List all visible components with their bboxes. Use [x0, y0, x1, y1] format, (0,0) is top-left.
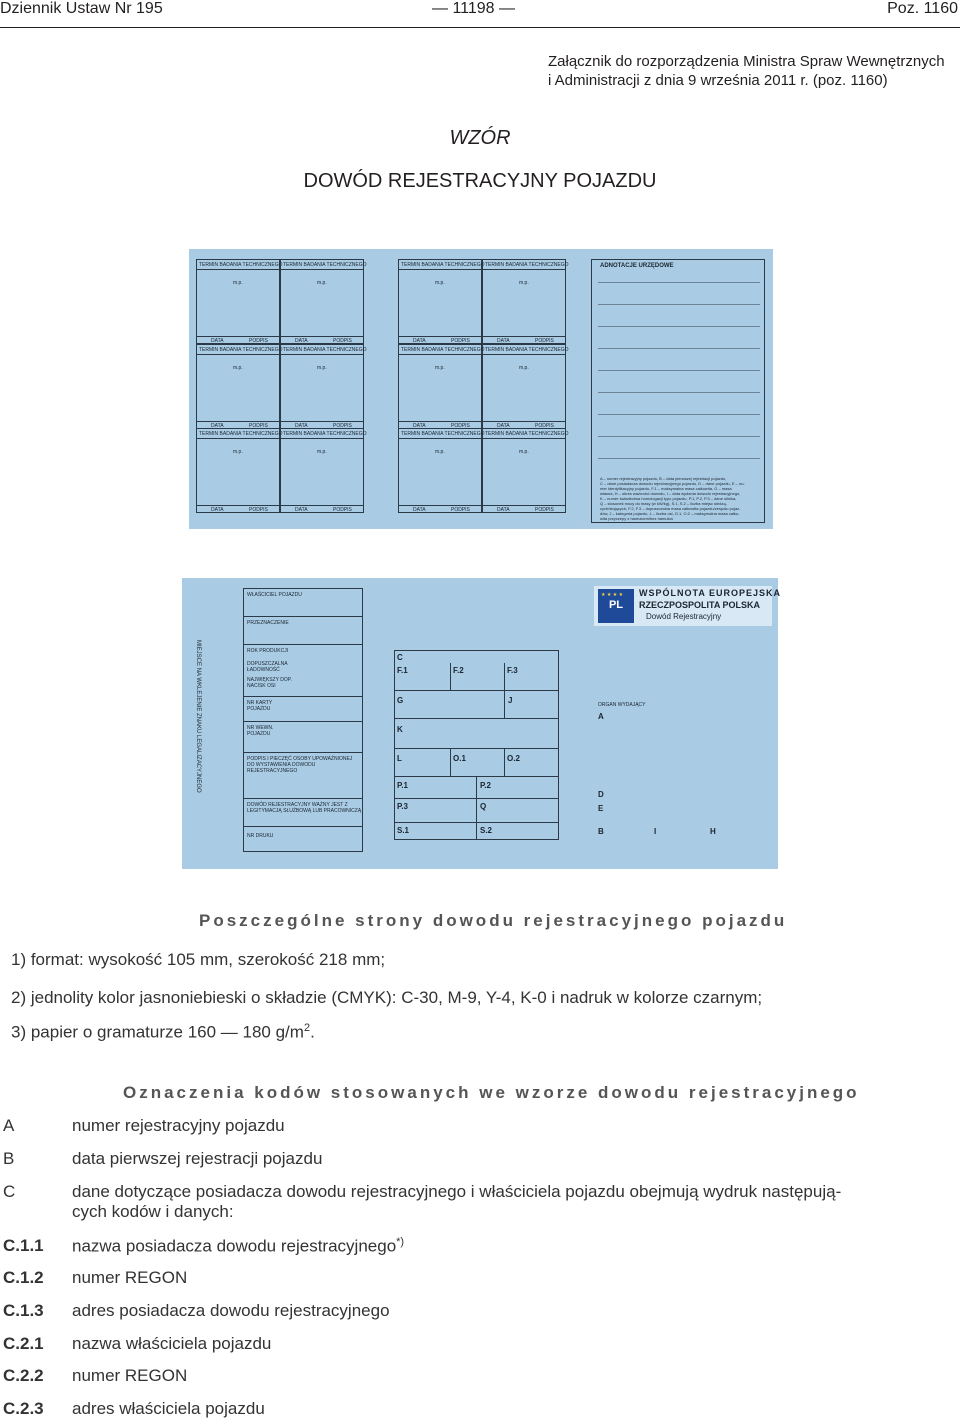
inspection-term-label: TERMIN BADANIA TECHNICZNEGO: [401, 431, 485, 437]
validity-field: [243, 798, 363, 827]
code-i: I: [654, 827, 657, 836]
grid-line: [504, 748, 505, 776]
cell-divider: [197, 269, 279, 270]
grid-line: [450, 748, 451, 776]
template-label: WZÓR: [449, 127, 511, 149]
annotation-line: [598, 370, 760, 371]
annotation-line: [598, 414, 760, 415]
cell-divider: [197, 421, 279, 422]
legend-line: wita przyczepy z hamulcem/bez hamulca: [600, 516, 673, 521]
issuer-label: ORGAN WYDAJĄCY: [598, 702, 646, 708]
code-description-text: nazwa posiadacza dowodu rejestracyjnego: [72, 1236, 397, 1256]
date-label: DATA: [413, 507, 426, 513]
signature-label: PODPIS: [249, 338, 268, 344]
cell-divider: [281, 421, 363, 422]
code-description-text: numer REGON: [72, 1268, 188, 1287]
stamp-label: m.p.: [233, 365, 243, 371]
date-label: DATA: [497, 338, 510, 344]
eu-flag-icon: [598, 589, 634, 623]
eu-header: [594, 586, 782, 626]
spec-paper-text: 3) papier o gramaturze 160 — 180 g/m: [11, 1022, 304, 1042]
inspection-term-label: TERMIN BADANIA TECHNICZNEGO: [199, 262, 283, 268]
stamp-label: m.p.: [435, 449, 445, 455]
date-label: DATA: [295, 507, 308, 513]
spec-paper-end: .: [310, 1022, 315, 1042]
legend-line: A – numer rejestracyjny pojazdu, B – data pierwszej rejestracji pojazdu,: [600, 476, 727, 481]
code-description-text: dane dotyczące posiadacza dowodu rejestracyjnego i właściciela pojazdu obejmują wydruk następują-: [72, 1182, 842, 1201]
eu-community-text: WSPÓLNOTA EUROPEJSKA: [639, 588, 782, 598]
stamp-label: m.p.: [233, 280, 243, 286]
cell-divider: [281, 438, 363, 439]
annotation-line: [598, 282, 760, 283]
code-description: [72, 1366, 187, 1386]
cell-divider: [483, 421, 565, 422]
code-row: [0, 1268, 960, 1288]
code-description-text: data pierwszej rejestracji pojazdu: [72, 1149, 323, 1168]
signature-label: PODPIS: [451, 507, 470, 513]
cell-divider: [483, 336, 565, 337]
annotation-line: [598, 304, 760, 305]
spec-paper: [11, 1022, 315, 1043]
inspection-cell: [280, 259, 367, 344]
print-number-label: NR DRUKU: [247, 833, 274, 839]
stamp-label: m.p.: [435, 280, 445, 286]
date-label: DATA: [413, 423, 426, 429]
date-label: DATA: [413, 338, 426, 344]
date-label: DATA: [497, 507, 510, 513]
vehicle-card-label: NR KARTY POJAZDU: [247, 700, 273, 712]
code-l: L: [397, 754, 402, 763]
legend-line: mer identyfikacyjny pojazdu, F.1 – maksymalna masa całkowita, G – masa: [600, 486, 732, 491]
code-description: [72, 1116, 285, 1136]
code-description-text: nazwa właściciela pojazdu: [72, 1334, 272, 1353]
code-f3: F.3: [507, 666, 518, 675]
payload-label: DOPUSZCZALNA ŁADOWNOŚĆ: [247, 661, 288, 673]
code-key: C: [3, 1182, 16, 1201]
owner-label: WŁAŚCICIEL POJAZDU: [247, 592, 302, 598]
annotations-title: ADNOTACJE URZĘDOWE: [600, 263, 674, 269]
inspection-term-label: TERMIN BADANIA TECHNICZNEGO: [485, 262, 569, 268]
header-rule: [0, 27, 960, 28]
cell-divider: [399, 505, 481, 506]
signature-label: PODPIS: [333, 423, 352, 429]
legend-line: Q – stosunek mocy do masy (w kW/kg), S.1, S.2 – liczba miejsc siedzą-: [600, 501, 727, 506]
axle-load-label: NAJWIĘKSZY DOP. NACISK OSI: [247, 677, 292, 689]
annex-line-2: i Administracji z dnia 9 września 2011 r. (poz. 1160): [548, 72, 888, 89]
page-number: — 11198 —: [432, 0, 516, 17]
inspection-term-label: TERMIN BADANIA TECHNICZNEGO: [283, 431, 367, 437]
code-k: K: [397, 725, 403, 734]
codes-heading: Oznaczenia kodów stosowanych we wzorze dowodu rejestracyjnego: [123, 1083, 860, 1102]
signature-label: PODPIS: [535, 423, 554, 429]
inspection-cell: [280, 344, 367, 429]
spec-format: 1) format: wysokość 105 mm, szerokość 218 mm;: [11, 950, 386, 969]
code-description: [72, 1182, 841, 1222]
cell-divider: [197, 505, 279, 506]
cell-divider: [197, 438, 279, 439]
purpose-field: [243, 616, 363, 645]
signature-label: PODPIS: [249, 423, 268, 429]
code-key: A: [3, 1116, 15, 1135]
cell-divider: [281, 505, 363, 506]
cell-divider: [399, 354, 481, 355]
code-description: [72, 1334, 271, 1354]
cell-divider: [281, 336, 363, 337]
document-name-text: Dowód Rejestracyjny: [646, 612, 722, 621]
document-title: DOWÓD REJESTRACYJNY POJAZDU: [303, 170, 657, 192]
code-p3: P.3: [397, 802, 408, 811]
annotation-line: [598, 348, 760, 349]
cell-divider: [399, 269, 481, 270]
inspection-term-label: TERMIN BADANIA TECHNICZNEGO: [283, 347, 367, 353]
code-description: [72, 1268, 187, 1288]
cell-divider: [281, 269, 363, 270]
code-q: Q: [480, 802, 487, 811]
purpose-label: PRZEZNACZENIE: [247, 620, 289, 626]
code-key: C.1.1: [3, 1236, 44, 1255]
date-label: DATA: [211, 338, 224, 344]
date-label: DATA: [497, 423, 510, 429]
registration-card-back: [182, 578, 782, 869]
inspection-term-label: TERMIN BADANIA TECHNICZNEGO: [401, 347, 485, 353]
code-key: C.1.2: [3, 1268, 44, 1287]
spec-color: 2) jednolity kolor jasnoniebieski o składzie (CMYK): C-30, M-9, Y-4, K-0 i nadruk w kolorze czarnym;: [11, 988, 763, 1007]
inspection-term-label: TERMIN BADANIA TECHNICZNEGO: [199, 347, 283, 353]
grid-line: [504, 690, 505, 718]
vehicle-card-field: [243, 696, 363, 722]
cell-divider: [197, 336, 279, 337]
code-row: [0, 1182, 960, 1221]
code-c: C: [397, 653, 403, 662]
code-description-text: adres posiadacza dowodu rejestracyjnego: [72, 1301, 390, 1320]
annotation-line: [598, 458, 760, 459]
specs-heading: Poszczególne strony dowodu rejestracyjnego pojazdu: [199, 911, 788, 930]
code-key: C.2.3: [3, 1399, 44, 1418]
inspection-cell: [482, 344, 569, 429]
annotation-line: [598, 326, 760, 327]
code-d: D: [598, 790, 604, 799]
stamp-label: m.p.: [519, 280, 529, 286]
official-annotations-box: [591, 259, 765, 523]
inspection-term-label: TERMIN BADANIA TECHNICZNEGO: [283, 262, 367, 268]
inspection-cell: [398, 344, 485, 429]
code-s2: S.2: [480, 826, 493, 835]
signature-label: PODPIS: [333, 507, 352, 513]
legend-line: C – dane posiadacza dowodu rejestracyjnego pojazdu, D – dane pojazdu, E – nu-: [600, 481, 745, 486]
code-row: [0, 1399, 960, 1419]
code-description: [72, 1301, 390, 1321]
eu-stars: ★ ★ ★ ★: [601, 592, 624, 598]
cell-divider: [483, 505, 565, 506]
spec-paper-sup: 2: [303, 1022, 311, 1034]
registration-card-front: [189, 249, 773, 529]
code-j: J: [508, 696, 513, 705]
code-row: [0, 1236, 960, 1256]
signature-label: PODPIS I PIECZĘĆ OSOBY UPOWAŻNIONEJ DO WYSTAWIENIA DOWODU REJESTRACYJNEGO: [247, 756, 353, 774]
validity-label: DOWÓD REJESTRACYJNY WAŻNY JEST Z LEGITYMACJĄ SŁUŻBOWĄ LUB PRACOWNICZĄ: [247, 802, 362, 814]
code-row: [0, 1301, 960, 1321]
code-row: [0, 1149, 960, 1169]
grid-line: [394, 748, 559, 749]
cell-divider: [483, 354, 565, 355]
stamp-label: m.p.: [317, 280, 327, 286]
print-number-field: [243, 826, 363, 852]
legalization-sticker-text: MIEJSCE NA WKLEJENIE ZNAKU LEGALIZACYJNEGO: [195, 640, 201, 793]
cell-divider: [399, 438, 481, 439]
signature-label: PODPIS: [249, 507, 268, 513]
inspection-term-label: TERMIN BADANIA TECHNICZNEGO: [485, 431, 569, 437]
inspection-cell: [398, 259, 485, 344]
internal-number-field: [243, 721, 363, 753]
code-e: E: [598, 804, 604, 813]
code-o1: O.1: [453, 754, 466, 763]
inspection-cell: [196, 259, 283, 344]
code-description: [72, 1236, 404, 1257]
cell-divider: [483, 438, 565, 439]
inspection-cell: [482, 259, 569, 344]
code-o2: O.2: [507, 754, 520, 763]
code-row: [0, 1366, 960, 1386]
code-row: [0, 1334, 960, 1354]
code-h: H: [710, 827, 716, 836]
code-key: C.2.1: [3, 1334, 44, 1353]
owner-field: [243, 588, 363, 617]
date-label: DATA: [211, 423, 224, 429]
annotation-line: [598, 392, 760, 393]
code-f2: F.2: [453, 666, 464, 675]
code-p1: P.1: [397, 781, 408, 790]
code-key: C.1.3: [3, 1301, 44, 1320]
cell-divider: [399, 421, 481, 422]
signature-label: PODPIS: [451, 423, 470, 429]
inspection-cell: [196, 344, 283, 429]
code-p2: P.2: [480, 781, 491, 790]
cell-divider: [483, 269, 565, 270]
stamp-label: m.p.: [317, 365, 327, 371]
stamp-label: m.p.: [233, 449, 243, 455]
code-description-text: numer rejestracyjny pojazdu: [72, 1116, 285, 1135]
inspection-term-label: TERMIN BADANIA TECHNICZNEGO: [485, 347, 569, 353]
cell-divider: [399, 336, 481, 337]
production-field: [243, 644, 363, 697]
code-b: B: [598, 827, 604, 836]
date-label: DATA: [295, 423, 308, 429]
annex-line-1: Załącznik do rozporządzenia Ministra Spraw Wewnętrznych: [548, 53, 945, 70]
code-f1: F.1: [397, 666, 408, 675]
code-key: C.2.2: [3, 1366, 44, 1385]
grid-line: [450, 663, 451, 690]
legend-line: dów, J – kategoria pojazdu, L – liczba osi, O.1, O.2 – maksymalna masa całko-: [600, 511, 740, 516]
legend-line: K – numer świadectwa homologacji typu pojazdu, P.1, P.2, P.3 – dane silnika,: [600, 496, 737, 501]
inspection-cell: [482, 428, 569, 513]
stamp-label: m.p.: [519, 365, 529, 371]
annex-note: [548, 52, 958, 90]
signature-label: PODPIS: [535, 338, 554, 344]
stamp-label: m.p.: [435, 365, 445, 371]
position-number: Poz. 1160: [887, 0, 958, 17]
stamp-label: m.p.: [317, 449, 327, 455]
code-row: [0, 1116, 960, 1136]
grid-line: [504, 663, 505, 690]
code-description: [72, 1399, 265, 1419]
date-label: DATA: [295, 338, 308, 344]
date-label: DATA: [211, 507, 224, 513]
code-description: [72, 1149, 322, 1169]
internal-number-label: NR WEWN. POJAZDU: [247, 725, 274, 737]
grid-line: [394, 690, 559, 691]
inspection-term-label: TERMIN BADANIA TECHNICZNEGO: [401, 262, 485, 268]
inspection-cell: [398, 428, 485, 513]
signature-label: PODPIS: [535, 507, 554, 513]
signature-field: [243, 752, 363, 799]
grid-line: [394, 718, 559, 719]
code-key: B: [3, 1149, 15, 1168]
inspection-cell: [280, 428, 367, 513]
annotation-line: [598, 436, 760, 437]
legend-line: własna, H – okres ważności dowodu, I – data wydania dowodu rejestracyjnego,: [600, 491, 741, 496]
stamp-label: m.p.: [519, 449, 529, 455]
cell-divider: [197, 354, 279, 355]
cell-divider: [281, 354, 363, 355]
code-a: A: [598, 712, 604, 721]
production-year-label: ROK PRODUKCJI: [247, 648, 289, 654]
footnote-marker: *): [396, 1236, 405, 1248]
signature-label: PODPIS: [451, 338, 470, 344]
legend-line: cych/stojących, F.2, F.3 – dopuszczalna masa całkowita pojazdu/zespołu pojaz-: [600, 506, 741, 511]
code-description-text: numer REGON: [72, 1366, 188, 1385]
code-description-continuation: cych kodów i danych:: [72, 1202, 234, 1221]
grid-line: [476, 776, 477, 840]
inspection-term-label: TERMIN BADANIA TECHNICZNEGO: [199, 431, 283, 437]
journal-title: Dziennik Ustaw Nr 195: [0, 0, 163, 17]
code-description-text: adres właściciela pojazdu: [72, 1399, 265, 1418]
code-s1: S.1: [397, 826, 410, 835]
signature-label: PODPIS: [333, 338, 352, 344]
pl-badge: PL: [608, 599, 624, 611]
country-name-text: RZECZPOSPOLITA POLSKA: [639, 600, 761, 610]
code-g: G: [397, 696, 404, 705]
inspection-cell: [196, 428, 283, 513]
